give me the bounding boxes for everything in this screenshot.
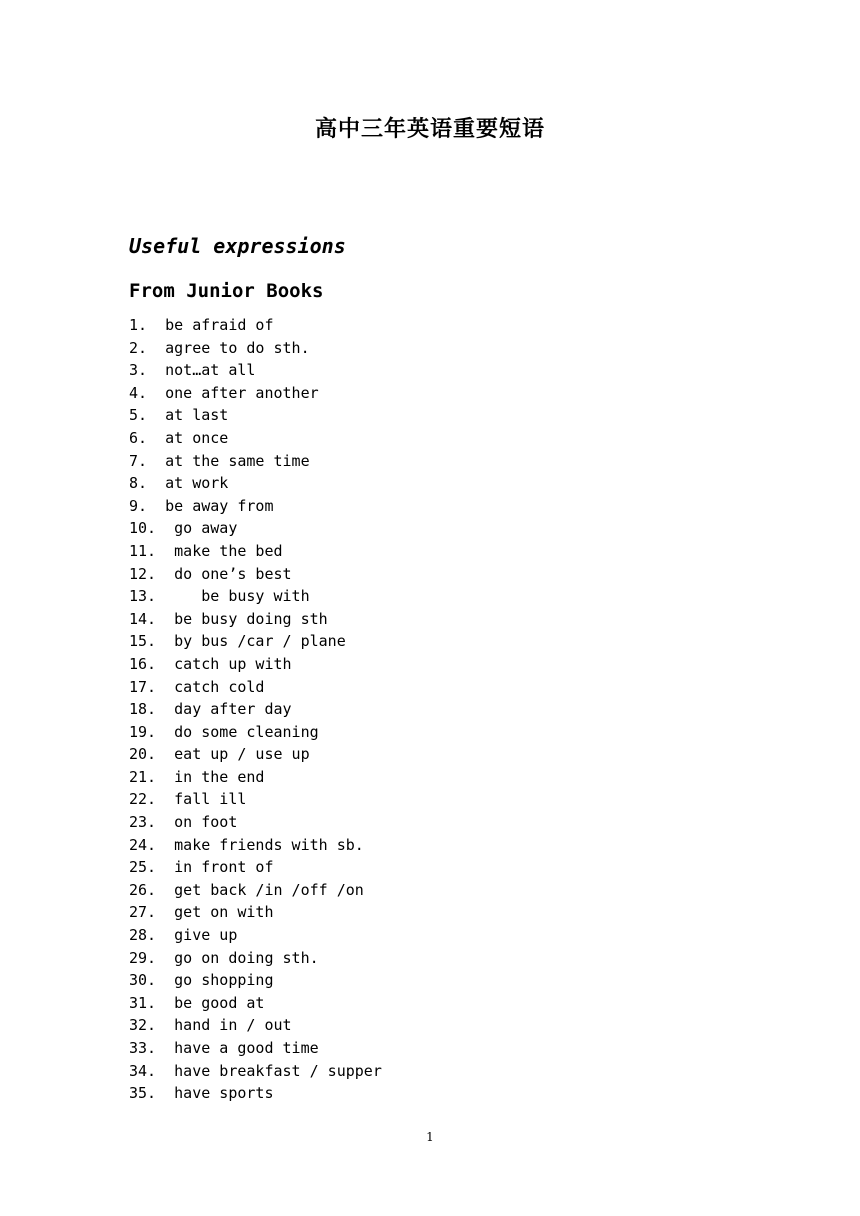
list-item: 12. do one’s best	[129, 564, 292, 583]
list-item: 32. hand in / out	[129, 1016, 292, 1035]
list-item: 33. have a good time	[129, 1039, 319, 1057]
list-item: 10. go away	[129, 519, 238, 538]
list-item: 3. not…at all	[129, 361, 256, 380]
list-item: 30. go shopping	[129, 971, 274, 990]
phrase-list	[129, 314, 382, 1105]
list-item: 2. agree to do sth.	[129, 338, 310, 357]
list-item: 7. at the same time	[129, 451, 310, 470]
sub-heading: From Junior Books	[129, 280, 324, 302]
document-title: 高中三年英语重要短语	[314, 116, 545, 142]
list-item: 21. in the end	[129, 767, 265, 786]
list-item: 26. get back /in /off /on	[129, 880, 364, 899]
list-item: 24. make friends with sb.	[129, 835, 364, 854]
list-item: 18. day after day	[129, 700, 292, 719]
list-item: 27. get on with	[129, 903, 274, 922]
list-item: 29. go on doing sth.	[129, 948, 319, 967]
list-item: 19. do some cleaning	[129, 722, 319, 741]
list-item: 15. by bus /car / plane	[129, 632, 346, 651]
list-item: 35. have sports	[129, 1084, 274, 1103]
list-item: 6. at once	[129, 428, 229, 447]
section-heading: Useful expressions	[129, 234, 346, 258]
list-item: 14. be busy doing sth	[129, 609, 328, 628]
list-item: 4. one after another	[129, 383, 319, 402]
list-item: 28. give up	[129, 926, 238, 945]
list-item: 17. catch cold	[129, 677, 265, 696]
list-item: 31. be good at	[129, 993, 265, 1012]
list-item: 22. fall ill	[129, 790, 247, 809]
list-item: 23. on foot	[129, 813, 238, 832]
list-item: 13. be busy with	[129, 587, 310, 606]
list-item: 11. make the bed	[129, 541, 283, 560]
list-item: 16. catch up with	[129, 654, 292, 673]
list-item: 9. be away from	[129, 496, 274, 515]
list-item: 8. at work	[129, 474, 229, 493]
list-item: 25. in front of	[129, 858, 274, 877]
page-number: 1	[426, 1130, 434, 1144]
list-item: 20. eat up / use up	[129, 745, 310, 764]
list-item: 1. be afraid of	[129, 316, 274, 334]
list-item: 34. have breakfast / supper	[129, 1061, 382, 1080]
list-item: 5. at last	[129, 406, 229, 425]
